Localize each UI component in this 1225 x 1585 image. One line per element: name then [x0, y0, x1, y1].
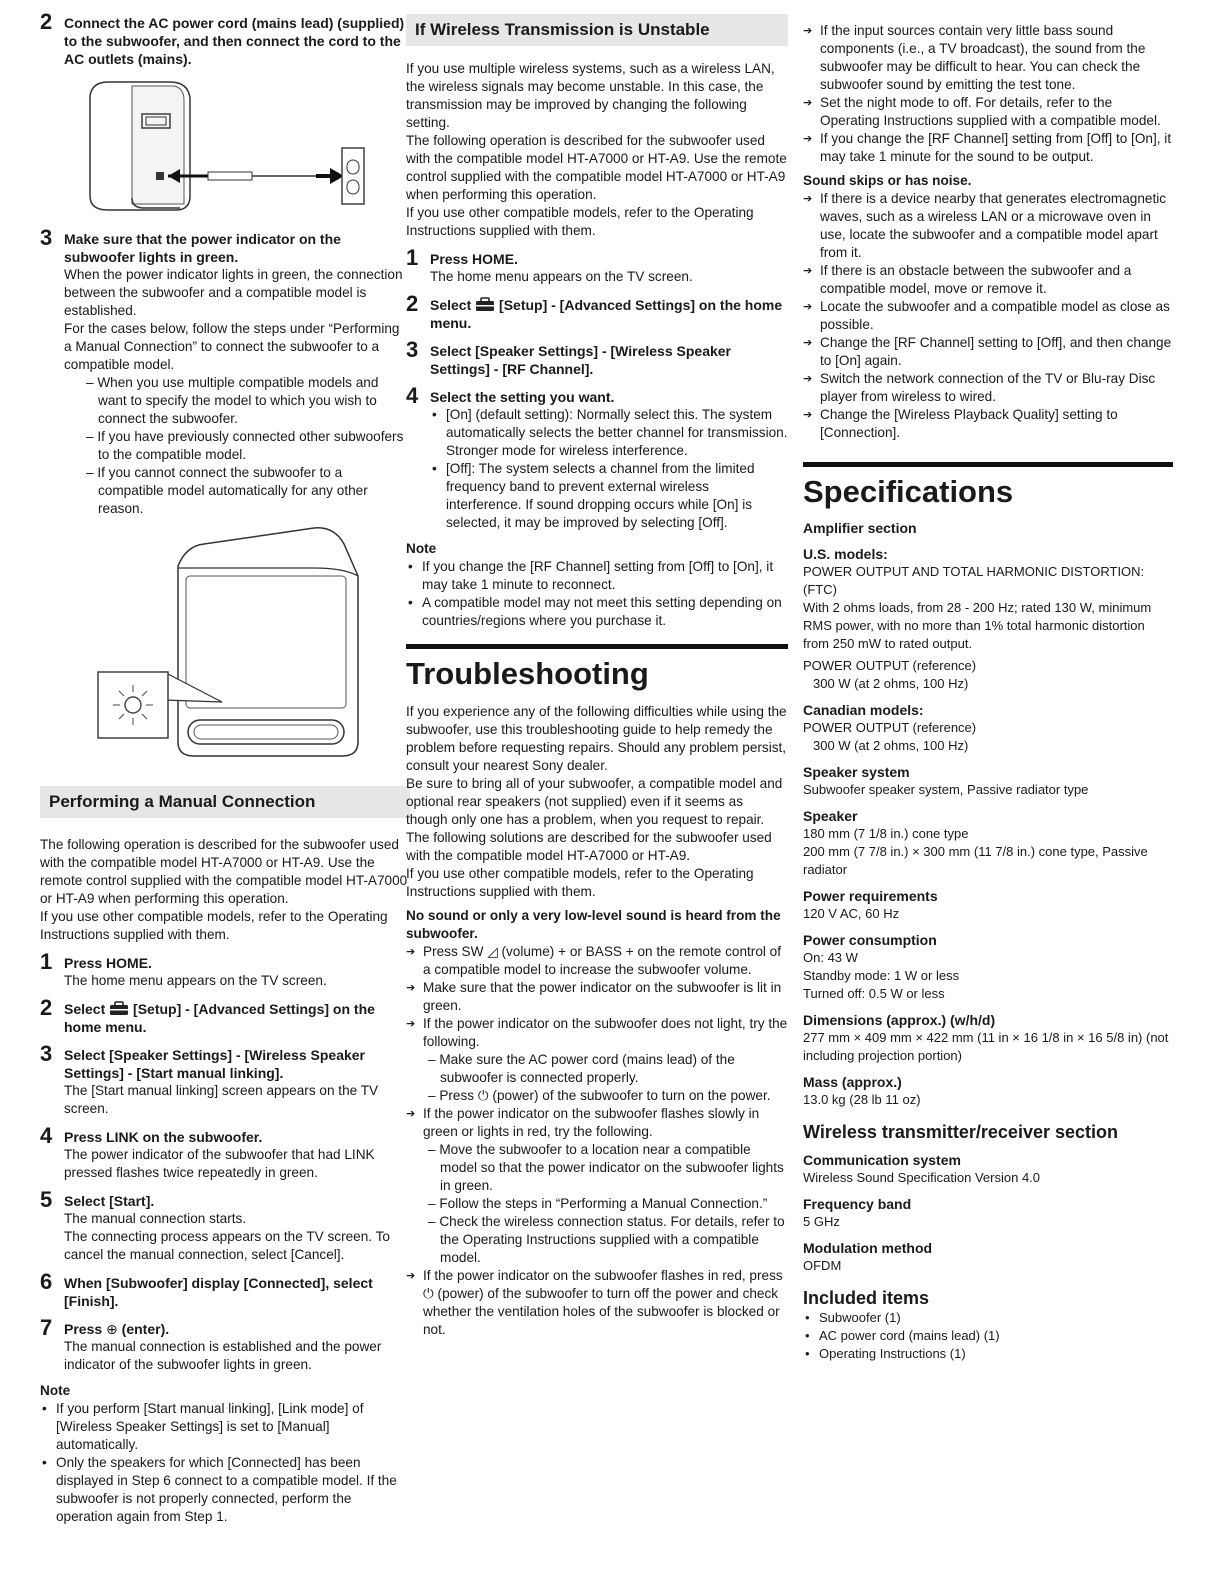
case-item: – When you use multiple compatible models and want to specify the model to which you wish to connect the subwoofer. — [86, 375, 379, 426]
step-heading-post: [Setup] - [Advanced Settings] on the home menu. — [430, 297, 783, 331]
manual-step-7 — [40, 1315, 410, 1374]
step-text: The manual connection starts. — [64, 1211, 247, 1226]
option-item: • [On] (default setting): Normally select this. The system automatically selects the better channel for transmission. Stronger mode for wireless interference. — [430, 406, 788, 460]
spec-value: 180 mm (7 1/8 in.) cone type — [803, 826, 969, 841]
unstable-step-4 — [406, 383, 788, 532]
paragraph: If you use other compatible models, refer to the Operating Instructions supplied with them. — [406, 866, 754, 899]
step-heading-post: (enter). — [121, 1321, 170, 1337]
solution-item: ➔ If you change the [RF Channel] setting from [Off] to [On], it may take 1 minute for the sound to be output. — [803, 130, 1173, 166]
step-number: 2 — [40, 995, 53, 1020]
note-item: • Only the speakers for which [Connected] has been displayed in Step 6 connect to a compatible model. If the subwoofer is not properly connected, perform the operation again from Step 1. — [40, 1454, 410, 1526]
section-title-specifications: Specifications — [803, 462, 1173, 511]
paragraph: If you use other compatible models, refer to the Operating Instructions supplied with them. — [406, 205, 754, 238]
step-number: 1 — [40, 949, 53, 974]
spec-value: 300 W (at 2 ohms, 100 Hz) — [813, 676, 969, 691]
step-heading — [430, 296, 788, 332]
solution-text-post: (power) of the subwoofer to turn off the power and check whether the ventilation holes of the subwoofer is blocked or not. — [423, 1286, 780, 1337]
solution-item: ➔ If there is a device nearby that generates electromagnetic waves, such as a wireless LAN or a microwave oven in use, locate the subwoofer and a compatible model apart from it. — [803, 190, 1173, 262]
manual-step-2 — [40, 995, 410, 1036]
solution-item: ➔ If the input sources contain very little bass sound components (i.e., a TV broadcast), the sound from the subwoofer may be difficult to hear. You can check the subwoofer sound by emitting the test tone. — [803, 22, 1173, 94]
paragraph: The following operation is described for the subwoofer used with the compatible model HT-A7000 or HT-A9. Use the remote control supplied with the compatible model HT-A7000 or HT-A9 when performing this operation. — [406, 133, 787, 202]
spec-heading: Amplifier section — [803, 520, 917, 536]
step-text: The home menu appears on the TV screen. — [64, 973, 327, 988]
specifications — [803, 519, 1173, 1363]
solution-item: ➔ Change the [Wireless Playback Quality] setting to [Connection]. — [803, 406, 1173, 442]
power-icon: ⏻ — [477, 1088, 489, 1103]
sub-solution-post: (power) of the subwoofer to turn on the power. — [492, 1088, 771, 1103]
step-text: For the cases below, follow the steps under “Performing a Manual Connection” to connect the subwoofer to a compatible model. — [64, 321, 400, 372]
step-heading-pre: Press — [64, 1321, 103, 1337]
enter-icon: ⊕ — [106, 1321, 118, 1337]
spec-value: 277 mm × 409 mm × 422 mm (11 in × 16 1/8 in × 16 5/8 in) (not including projection portion) — [803, 1030, 1169, 1063]
spec-section-heading: Wireless transmitter/receiver section — [803, 1122, 1118, 1142]
spec-value: 120 V AC, 60 Hz — [803, 906, 900, 921]
step-number: 3 — [40, 1041, 53, 1066]
option-item: • [Off]: The system selects a channel from the limited frequency band to prevent external wireless interference. If sound dropping occurs while [On] is selected, it may be improved by selecting [Off]. — [430, 460, 788, 532]
step-text: The [Start manual linking] screen appears on the TV screen. — [64, 1083, 379, 1116]
step-heading — [64, 1000, 410, 1036]
power-icon: ⏻ — [423, 1286, 434, 1301]
note-item: • If you change the [RF Channel] setting from [Off] to [On], it may take 1 minute to reconnect. — [406, 558, 788, 594]
manual-step-5 — [40, 1187, 410, 1264]
spec-heading: Power consumption — [803, 932, 937, 948]
solution-item: ➔ Change the [RF Channel] setting to [Off], and then change to [On] again. — [803, 334, 1173, 370]
solution-item: ➔ If the power indicator on the subwoofer flashes slowly in green or lights in red, try the following. — [406, 1105, 788, 1141]
included-item: • Operating Instructions (1) — [803, 1345, 1173, 1363]
solution-item — [406, 1267, 788, 1339]
note-item: • If you perform [Start manual linking], [Link mode] of [Wireless Speaker Settings] is set to [Manual] automatically. — [40, 1400, 410, 1454]
step-number: 3 — [406, 337, 419, 362]
step-2-connect-power — [40, 9, 410, 68]
solution-text-pre: If the power indicator on the subwoofer flashes in red, press — [423, 1268, 783, 1283]
spec-heading: Dimensions (approx.) (w/h/d) — [803, 1012, 996, 1028]
step-heading-pre: Select — [64, 1001, 106, 1017]
note-title: Note — [40, 1383, 71, 1398]
paragraph: If you use other compatible models, refer to the Operating Instructions supplied with them. — [40, 909, 388, 942]
spec-heading: Power requirements — [803, 888, 938, 904]
spec-value: Standby mode: 1 W or less — [803, 968, 960, 983]
power-indicator-illustration — [94, 524, 410, 758]
step-text: The home menu appears on the TV screen. — [430, 269, 693, 284]
unstable-step-3 — [406, 337, 788, 378]
spec-text: With 2 ohms loads, from 28 - 200 Hz; rated 130 W, minimum RMS power, with no more than 1% total harmonic distortion from 250 mW to rated output. — [803, 600, 1152, 651]
spec-heading: Canadian models: — [803, 702, 924, 718]
spec-value: Subwoofer speaker system, Passive radiator type — [803, 782, 1089, 797]
column-right — [803, 22, 1173, 1363]
manual-step-6 — [40, 1269, 410, 1310]
paragraph: Be sure to bring all of your subwoofer, a compatible model and optional rear speakers (not supplied) even if it seems as though only one has a problem, when you request to repair. — [406, 776, 783, 827]
column-left — [40, 9, 410, 1526]
step-heading: Press HOME. — [430, 251, 518, 267]
spec-value: Wireless Sound Specification Version 4.0 — [803, 1170, 1041, 1185]
step-heading: Select [Start]. — [64, 1193, 155, 1209]
spec-heading: Speaker — [803, 808, 858, 824]
case-item: – If you cannot connect the subwoofer to a compatible model automatically for any other reason. — [86, 465, 368, 516]
spec-value: OFDM — [803, 1258, 842, 1273]
step-heading-post: [Setup] - [Advanced Settings] on the home menu. — [64, 1001, 375, 1035]
note-item: • A compatible model may not meet this setting depending on countries/regions where you purchase it. — [406, 594, 788, 630]
included-item: • AC power cord (mains lead) (1) — [803, 1327, 1173, 1345]
spec-value: Turned off: 0.5 W or less — [803, 986, 945, 1001]
spec-value: 5 GHz — [803, 1214, 840, 1229]
sub-solution — [406, 1087, 788, 1105]
manual-step-4 — [40, 1123, 410, 1182]
sub-solution-pre: – Press — [428, 1088, 475, 1103]
sub-solution: – Make sure the AC power cord (mains lead) of the subwoofer is connected properly. — [428, 1052, 735, 1085]
step-text: The connecting process appears on the TV screen. To cancel the manual connection, select [Cancel]. — [64, 1229, 390, 1262]
step-number: 6 — [40, 1269, 53, 1294]
step-heading — [64, 1320, 410, 1338]
column-middle — [406, 14, 788, 1339]
section-title-manual-connection: Performing a Manual Connection — [40, 786, 410, 818]
step-heading: When [Subwoofer] display [Connected], select [Finish]. — [64, 1275, 373, 1309]
spec-text: POWER OUTPUT (reference) — [803, 658, 977, 673]
spec-value: On: 43 W — [803, 950, 858, 965]
spec-heading: Communication system — [803, 1152, 961, 1168]
section-title-unstable: If Wireless Transmission is Unstable — [406, 14, 788, 46]
spec-heading: Speaker system — [803, 764, 910, 780]
sub-solution: – Check the wireless connection status. For details, refer to the Operating Instructions supplied with a compatible model. — [428, 1214, 785, 1265]
case-item: – If you have previously connected other subwoofers to the compatible model. — [86, 429, 404, 462]
spec-text: POWER OUTPUT AND TOTAL HARMONIC DISTORTION: — [803, 564, 1145, 579]
step-number: 3 — [40, 225, 53, 250]
included-item: • Subwoofer (1) — [803, 1309, 1173, 1327]
step-heading: Press HOME. — [64, 955, 152, 971]
step-text: When the power indicator lights in green, the connection between the subwoofer and a compatible model is established. — [64, 267, 403, 318]
spec-heading: U.S. models: — [803, 546, 888, 562]
step-heading: Connect the AC power cord (mains lead) (supplied) to the subwoofer, and then connect the cord to the AC outlets (mains). — [64, 15, 405, 67]
step-heading-pre: Select — [430, 297, 472, 313]
unstable-step-2 — [406, 291, 788, 332]
manual-step-1 — [40, 949, 410, 990]
step-number: 5 — [40, 1187, 53, 1212]
step-3-check-indicator — [40, 225, 410, 518]
sub-solution: – Follow the steps in “Performing a Manual Connection.” — [428, 1196, 768, 1211]
spec-value: 13.0 kg (28 lb 11 oz) — [803, 1092, 921, 1107]
manual-step-3 — [40, 1041, 410, 1118]
step-heading: Press LINK on the subwoofer. — [64, 1129, 263, 1145]
toolbox-icon — [475, 297, 495, 312]
step-heading: Select [Speaker Settings] - [Wireless Speaker Settings] - [Start manual linking]. — [64, 1047, 365, 1081]
spec-heading: Modulation method — [803, 1240, 933, 1256]
step-number: 4 — [40, 1123, 53, 1148]
power-cord-illustration — [80, 76, 410, 216]
step-number: 2 — [406, 291, 419, 316]
volume-icon: ◿ — [487, 944, 498, 959]
spec-heading: Frequency band — [803, 1196, 912, 1212]
step-number: 2 — [40, 9, 53, 34]
spec-value: 300 W (at 2 ohms, 100 Hz) — [813, 738, 969, 753]
solution-item: ➔ Make sure that the power indicator on the subwoofer is lit in green. — [406, 979, 788, 1015]
note-title: Note — [406, 541, 437, 556]
paragraph: The following solutions are described for the subwoofer used with the compatible model HT-A7000 or HT-A9. — [406, 830, 772, 863]
solution-item: ➔ Set the night mode to off. For details, refer to the Operating Instructions supplied with a compatible model. — [803, 94, 1173, 130]
step-text: The manual connection is established and the power indicator of the subwoofer lights in green. — [64, 1339, 382, 1372]
spec-heading: Mass (approx.) — [803, 1074, 902, 1090]
solution-item — [406, 943, 788, 979]
solution-item: ➔ If there is an obstacle between the subwoofer and a compatible model, move or remove it. — [803, 262, 1173, 298]
step-heading: Make sure that the power indicator on the subwoofer lights in green. — [64, 231, 341, 265]
spec-text: POWER OUTPUT (reference) — [803, 720, 977, 735]
solution-item: ➔ If the power indicator on the subwoofer does not light, try the following. — [406, 1015, 788, 1051]
problem-heading: Sound skips or has noise. — [803, 173, 972, 188]
solution-text-pre: Press SW — [423, 944, 484, 959]
solution-text-post: (volume) + or BASS + on the remote control of a compatible model to increase the subwoofer volume. — [423, 944, 782, 977]
problem-heading: No sound or only a very low-level sound is heard from the subwoofer. — [406, 908, 781, 941]
spec-section-heading: Included items — [803, 1288, 930, 1308]
step-heading: Select [Speaker Settings] - [Wireless Speaker Settings] - [RF Channel]. — [430, 343, 731, 377]
toolbox-icon — [109, 1001, 129, 1016]
step-number: 4 — [406, 383, 419, 408]
spec-text: (FTC) — [803, 582, 837, 597]
sub-solution: – Move the subwoofer to a location near a compatible model so that the power indicator on the subwoofer lights in green. — [428, 1142, 784, 1193]
paragraph: The following operation is described for the subwoofer used with the compatible model HT-A7000 or HT-A9. Use the remote control supplied with the compatible model HT-A7000 or HT-A9 when performing this operation. — [40, 837, 408, 906]
step-number: 1 — [406, 245, 419, 270]
spec-value: 200 mm (7 7/8 in.) × 300 mm (11 7/8 in.) cone type, Passive radiator — [803, 844, 1148, 877]
step-heading: Select the setting you want. — [430, 389, 615, 405]
paragraph: If you use multiple wireless systems, such as a wireless LAN, the wireless signals may become unstable. In this case, the transmission may be improved by changing the following setting. — [406, 61, 775, 130]
unstable-step-1 — [406, 245, 788, 286]
step-number: 7 — [40, 1315, 53, 1340]
solution-item: ➔ Switch the network connection of the TV or Blu-ray Disc player from wireless to wired. — [803, 370, 1173, 406]
section-title-troubleshooting: Troubleshooting — [406, 644, 788, 693]
step-text: The power indicator of the subwoofer that had LINK pressed flashes twice repeatedly in green. — [64, 1147, 375, 1180]
paragraph: If you experience any of the following difficulties while using the subwoofer, use this troubleshooting guide to help remedy the problem before requesting repairs. Should any problem persist, consult your nearest Sony dealer. — [406, 704, 787, 773]
solution-item: ➔ Locate the subwoofer and a compatible model as close as possible. — [803, 298, 1173, 334]
